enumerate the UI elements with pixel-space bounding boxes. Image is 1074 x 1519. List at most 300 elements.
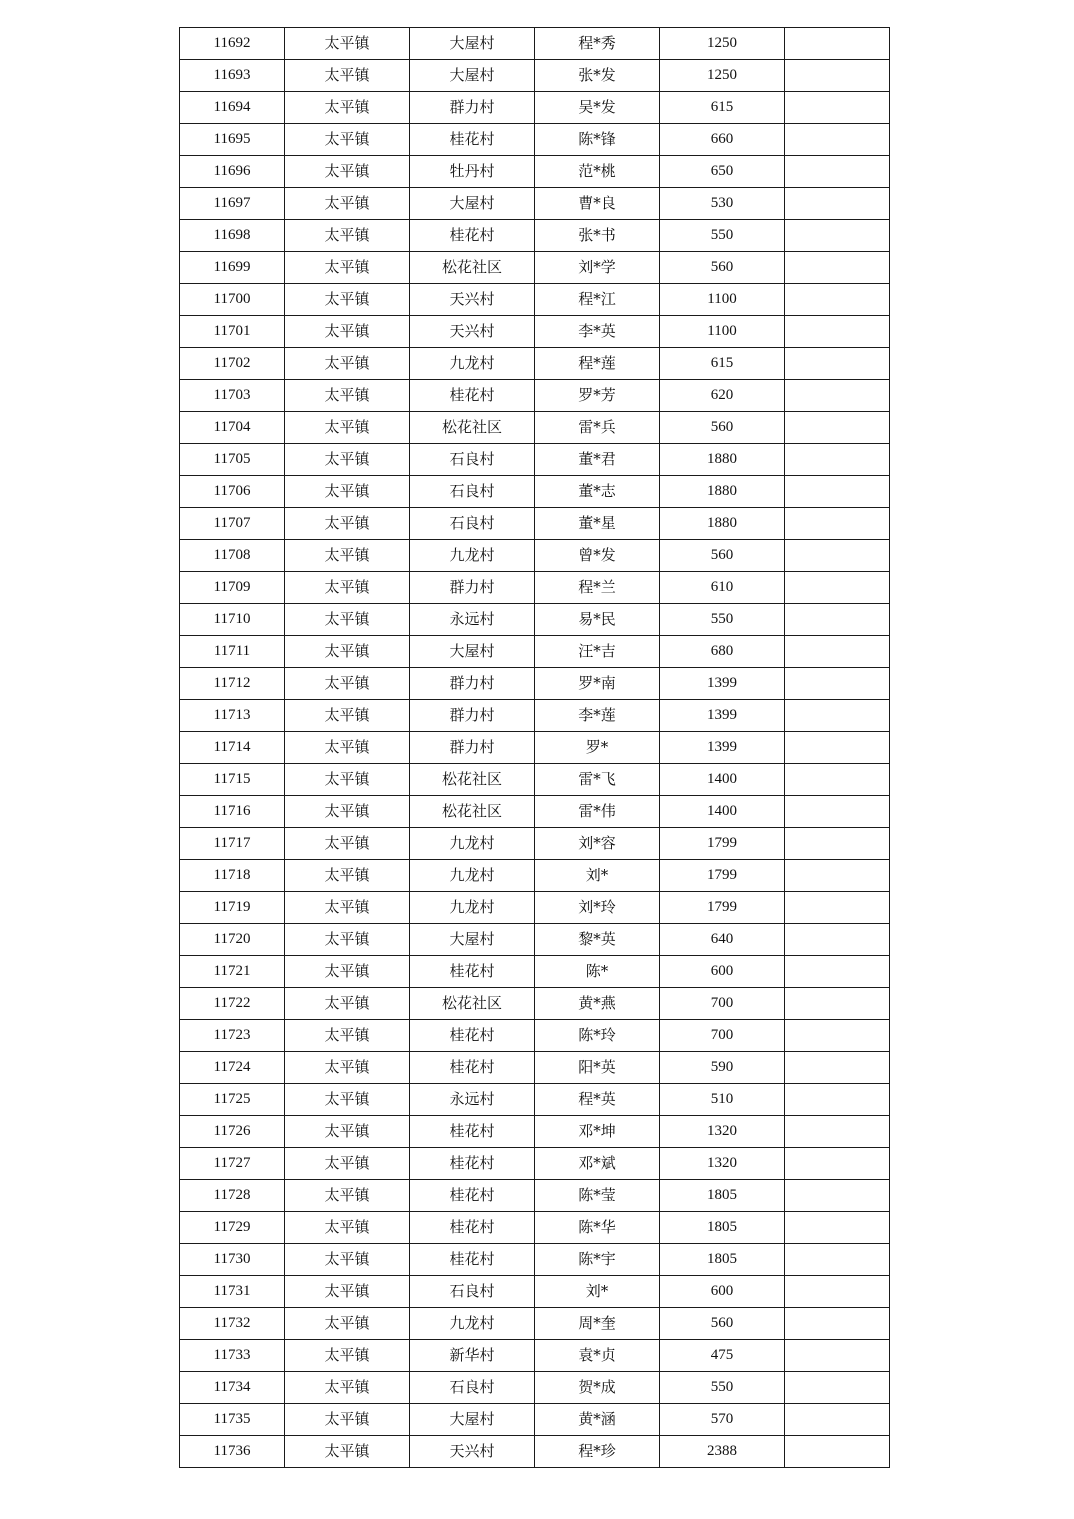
cell-note (785, 732, 890, 764)
cell-town: 太平镇 (285, 1340, 410, 1372)
cell-village: 石良村 (410, 476, 535, 508)
cell-person-name: 汪*吉 (535, 636, 660, 668)
cell-serial-number: 11717 (180, 828, 285, 860)
cell-person-name: 陈*华 (535, 1212, 660, 1244)
cell-village: 天兴村 (410, 1436, 535, 1468)
cell-town: 太平镇 (285, 572, 410, 604)
cell-town: 太平镇 (285, 444, 410, 476)
table-row (180, 1212, 890, 1244)
cell-town: 太平镇 (285, 92, 410, 124)
table-row (180, 796, 890, 828)
cell-person-name: 刘*玲 (535, 892, 660, 924)
cell-amount: 530 (660, 188, 785, 220)
cell-note (785, 828, 890, 860)
table-row (180, 1244, 890, 1276)
table-row (180, 1180, 890, 1212)
cell-town: 太平镇 (285, 1212, 410, 1244)
cell-village: 大屋村 (410, 636, 535, 668)
cell-village: 群力村 (410, 572, 535, 604)
cell-person-name: 黄*涵 (535, 1404, 660, 1436)
cell-note (785, 572, 890, 604)
cell-person-name: 周*奎 (535, 1308, 660, 1340)
cell-note (785, 924, 890, 956)
cell-person-name: 董*君 (535, 444, 660, 476)
cell-person-name: 张*发 (535, 60, 660, 92)
cell-village: 九龙村 (410, 828, 535, 860)
cell-village: 九龙村 (410, 540, 535, 572)
cell-amount: 570 (660, 1404, 785, 1436)
cell-amount: 1805 (660, 1212, 785, 1244)
cell-note (785, 604, 890, 636)
cell-town: 太平镇 (285, 828, 410, 860)
cell-amount: 1399 (660, 700, 785, 732)
cell-village: 九龙村 (410, 860, 535, 892)
cell-amount: 550 (660, 220, 785, 252)
cell-village: 桂花村 (410, 124, 535, 156)
cell-serial-number: 11696 (180, 156, 285, 188)
cell-town: 太平镇 (285, 284, 410, 316)
table-row (180, 508, 890, 540)
cell-village: 桂花村 (410, 1180, 535, 1212)
cell-serial-number: 11720 (180, 924, 285, 956)
cell-village: 桂花村 (410, 1052, 535, 1084)
cell-amount: 1880 (660, 444, 785, 476)
table-row (180, 1116, 890, 1148)
cell-note (785, 764, 890, 796)
cell-village: 松花社区 (410, 764, 535, 796)
cell-amount: 1399 (660, 668, 785, 700)
table-row (180, 60, 890, 92)
cell-amount: 1400 (660, 796, 785, 828)
cell-town: 太平镇 (285, 700, 410, 732)
cell-town: 太平镇 (285, 476, 410, 508)
cell-serial-number: 11694 (180, 92, 285, 124)
cell-village: 石良村 (410, 1276, 535, 1308)
cell-person-name: 刘* (535, 1276, 660, 1308)
table-row (180, 1436, 890, 1468)
cell-person-name: 黄*燕 (535, 988, 660, 1020)
cell-serial-number: 11729 (180, 1212, 285, 1244)
cell-note (785, 444, 890, 476)
cell-amount: 600 (660, 956, 785, 988)
cell-village: 石良村 (410, 444, 535, 476)
table-row (180, 892, 890, 924)
cell-village: 九龙村 (410, 348, 535, 380)
cell-amount: 2388 (660, 1436, 785, 1468)
cell-person-name: 雷*飞 (535, 764, 660, 796)
cell-person-name: 李*英 (535, 316, 660, 348)
cell-amount: 1320 (660, 1116, 785, 1148)
cell-serial-number: 11723 (180, 1020, 285, 1052)
cell-village: 九龙村 (410, 892, 535, 924)
cell-note (785, 220, 890, 252)
cell-village: 群力村 (410, 668, 535, 700)
cell-town: 太平镇 (285, 380, 410, 412)
cell-note (785, 188, 890, 220)
cell-note (785, 1404, 890, 1436)
cell-note (785, 1372, 890, 1404)
cell-town: 太平镇 (285, 1020, 410, 1052)
cell-village: 大屋村 (410, 1404, 535, 1436)
cell-town: 太平镇 (285, 1276, 410, 1308)
cell-village: 桂花村 (410, 1020, 535, 1052)
cell-person-name: 罗*芳 (535, 380, 660, 412)
data-table (179, 27, 890, 1468)
cell-serial-number: 11704 (180, 412, 285, 444)
cell-town: 太平镇 (285, 1084, 410, 1116)
cell-amount: 560 (660, 252, 785, 284)
table-row (180, 1404, 890, 1436)
cell-village: 大屋村 (410, 924, 535, 956)
cell-amount: 550 (660, 1372, 785, 1404)
cell-village: 群力村 (410, 732, 535, 764)
cell-note (785, 28, 890, 60)
cell-village: 永远村 (410, 1084, 535, 1116)
cell-note (785, 1276, 890, 1308)
cell-serial-number: 11728 (180, 1180, 285, 1212)
table-row (180, 156, 890, 188)
cell-note (785, 316, 890, 348)
cell-person-name: 程*莲 (535, 348, 660, 380)
cell-town: 太平镇 (285, 732, 410, 764)
cell-village: 桂花村 (410, 380, 535, 412)
cell-village: 石良村 (410, 1372, 535, 1404)
cell-person-name: 程*江 (535, 284, 660, 316)
cell-amount: 1100 (660, 316, 785, 348)
cell-serial-number: 11698 (180, 220, 285, 252)
cell-serial-number: 11695 (180, 124, 285, 156)
cell-town: 太平镇 (285, 764, 410, 796)
table-row (180, 636, 890, 668)
cell-village: 松花社区 (410, 796, 535, 828)
cell-serial-number: 11722 (180, 988, 285, 1020)
cell-village: 九龙村 (410, 1308, 535, 1340)
cell-serial-number: 11718 (180, 860, 285, 892)
cell-amount: 560 (660, 540, 785, 572)
cell-note (785, 348, 890, 380)
cell-town: 太平镇 (285, 60, 410, 92)
cell-person-name: 雷*伟 (535, 796, 660, 828)
table-row (180, 1084, 890, 1116)
cell-note (785, 1436, 890, 1468)
cell-serial-number: 11732 (180, 1308, 285, 1340)
table-row (180, 1276, 890, 1308)
table-row (180, 828, 890, 860)
cell-serial-number: 11713 (180, 700, 285, 732)
table-row (180, 572, 890, 604)
cell-person-name: 陈*锋 (535, 124, 660, 156)
cell-serial-number: 11736 (180, 1436, 285, 1468)
cell-town: 太平镇 (285, 412, 410, 444)
cell-amount: 640 (660, 924, 785, 956)
cell-town: 太平镇 (285, 348, 410, 380)
cell-village: 桂花村 (410, 1212, 535, 1244)
cell-note (785, 1308, 890, 1340)
table-row (180, 412, 890, 444)
cell-person-name: 邓*斌 (535, 1148, 660, 1180)
table-row (180, 348, 890, 380)
cell-amount: 550 (660, 604, 785, 636)
cell-serial-number: 11721 (180, 956, 285, 988)
cell-serial-number: 11706 (180, 476, 285, 508)
cell-town: 太平镇 (285, 860, 410, 892)
cell-amount: 620 (660, 380, 785, 412)
cell-amount: 590 (660, 1052, 785, 1084)
cell-serial-number: 11735 (180, 1404, 285, 1436)
table-row (180, 860, 890, 892)
cell-person-name: 罗*南 (535, 668, 660, 700)
cell-person-name: 袁*贞 (535, 1340, 660, 1372)
table-row (180, 1148, 890, 1180)
cell-person-name: 范*桃 (535, 156, 660, 188)
cell-amount: 1400 (660, 764, 785, 796)
cell-serial-number: 11725 (180, 1084, 285, 1116)
cell-village: 桂花村 (410, 1116, 535, 1148)
table-row (180, 988, 890, 1020)
cell-serial-number: 11711 (180, 636, 285, 668)
cell-village: 群力村 (410, 92, 535, 124)
cell-village: 天兴村 (410, 316, 535, 348)
table-row (180, 1340, 890, 1372)
cell-note (785, 860, 890, 892)
cell-amount: 475 (660, 1340, 785, 1372)
cell-village: 松花社区 (410, 252, 535, 284)
cell-serial-number: 11705 (180, 444, 285, 476)
cell-town: 太平镇 (285, 956, 410, 988)
cell-village: 桂花村 (410, 1244, 535, 1276)
cell-town: 太平镇 (285, 1244, 410, 1276)
cell-person-name: 陈*莹 (535, 1180, 660, 1212)
table-row (180, 1372, 890, 1404)
cell-amount: 1799 (660, 892, 785, 924)
table-row (180, 380, 890, 412)
cell-note (785, 1020, 890, 1052)
cell-village: 石良村 (410, 508, 535, 540)
table-row (180, 700, 890, 732)
cell-serial-number: 11726 (180, 1116, 285, 1148)
cell-amount: 660 (660, 124, 785, 156)
cell-note (785, 380, 890, 412)
table-body (180, 28, 890, 1468)
cell-amount: 700 (660, 988, 785, 1020)
cell-amount: 700 (660, 1020, 785, 1052)
cell-village: 桂花村 (410, 1148, 535, 1180)
cell-note (785, 1084, 890, 1116)
cell-town: 太平镇 (285, 604, 410, 636)
table-row (180, 668, 890, 700)
cell-person-name: 董*志 (535, 476, 660, 508)
table-row (180, 124, 890, 156)
cell-person-name: 张*书 (535, 220, 660, 252)
table-row (180, 732, 890, 764)
cell-person-name: 吴*发 (535, 92, 660, 124)
table-row (180, 764, 890, 796)
cell-person-name: 阳*英 (535, 1052, 660, 1084)
table-row (180, 924, 890, 956)
cell-note (785, 412, 890, 444)
cell-person-name: 程*英 (535, 1084, 660, 1116)
table-row (180, 540, 890, 572)
cell-serial-number: 11712 (180, 668, 285, 700)
cell-amount: 610 (660, 572, 785, 604)
cell-note (785, 796, 890, 828)
cell-note (785, 668, 890, 700)
cell-village: 松花社区 (410, 412, 535, 444)
cell-village: 天兴村 (410, 284, 535, 316)
cell-note (785, 156, 890, 188)
cell-town: 太平镇 (285, 1308, 410, 1340)
cell-note (785, 956, 890, 988)
cell-village: 大屋村 (410, 28, 535, 60)
cell-village: 桂花村 (410, 956, 535, 988)
cell-amount: 1250 (660, 28, 785, 60)
cell-amount: 1399 (660, 732, 785, 764)
cell-person-name: 刘*学 (535, 252, 660, 284)
cell-amount: 1100 (660, 284, 785, 316)
cell-person-name: 罗* (535, 732, 660, 764)
cell-town: 太平镇 (285, 1372, 410, 1404)
cell-town: 太平镇 (285, 636, 410, 668)
cell-village: 牡丹村 (410, 156, 535, 188)
table-row (180, 1052, 890, 1084)
cell-amount: 1799 (660, 860, 785, 892)
cell-note (785, 1244, 890, 1276)
cell-village: 松花社区 (410, 988, 535, 1020)
cell-amount: 1799 (660, 828, 785, 860)
cell-village: 新华村 (410, 1340, 535, 1372)
cell-person-name: 程*秀 (535, 28, 660, 60)
cell-village: 大屋村 (410, 60, 535, 92)
cell-person-name: 董*星 (535, 508, 660, 540)
cell-town: 太平镇 (285, 540, 410, 572)
cell-amount: 1320 (660, 1148, 785, 1180)
cell-note (785, 540, 890, 572)
cell-note (785, 988, 890, 1020)
cell-note (785, 284, 890, 316)
table-row (180, 28, 890, 60)
cell-town: 太平镇 (285, 668, 410, 700)
cell-serial-number: 11724 (180, 1052, 285, 1084)
cell-serial-number: 11703 (180, 380, 285, 412)
cell-serial-number: 11730 (180, 1244, 285, 1276)
cell-town: 太平镇 (285, 924, 410, 956)
table-row (180, 444, 890, 476)
cell-amount: 615 (660, 92, 785, 124)
cell-town: 太平镇 (285, 156, 410, 188)
cell-note (785, 1148, 890, 1180)
cell-person-name: 贺*成 (535, 1372, 660, 1404)
cell-amount: 1880 (660, 476, 785, 508)
cell-town: 太平镇 (285, 892, 410, 924)
cell-person-name: 曹*良 (535, 188, 660, 220)
cell-town: 太平镇 (285, 796, 410, 828)
cell-amount: 510 (660, 1084, 785, 1116)
cell-amount: 650 (660, 156, 785, 188)
cell-serial-number: 11707 (180, 508, 285, 540)
table-row (180, 252, 890, 284)
cell-serial-number: 11731 (180, 1276, 285, 1308)
cell-serial-number: 11716 (180, 796, 285, 828)
cell-person-name: 程*兰 (535, 572, 660, 604)
cell-serial-number: 11702 (180, 348, 285, 380)
cell-town: 太平镇 (285, 220, 410, 252)
cell-amount: 1250 (660, 60, 785, 92)
cell-note (785, 700, 890, 732)
cell-village: 群力村 (410, 700, 535, 732)
cell-amount: 680 (660, 636, 785, 668)
cell-serial-number: 11710 (180, 604, 285, 636)
cell-village: 永远村 (410, 604, 535, 636)
cell-serial-number: 11700 (180, 284, 285, 316)
cell-town: 太平镇 (285, 988, 410, 1020)
table-row (180, 604, 890, 636)
cell-serial-number: 11719 (180, 892, 285, 924)
cell-town: 太平镇 (285, 1436, 410, 1468)
table-row (180, 92, 890, 124)
cell-note (785, 252, 890, 284)
cell-town: 太平镇 (285, 1404, 410, 1436)
cell-serial-number: 11727 (180, 1148, 285, 1180)
cell-note (785, 1180, 890, 1212)
cell-person-name: 曾*发 (535, 540, 660, 572)
cell-note (785, 1052, 890, 1084)
cell-person-name: 陈* (535, 956, 660, 988)
cell-amount: 1880 (660, 508, 785, 540)
cell-village: 大屋村 (410, 188, 535, 220)
cell-person-name: 易*民 (535, 604, 660, 636)
table-row (180, 1020, 890, 1052)
cell-serial-number: 11709 (180, 572, 285, 604)
cell-amount: 1805 (660, 1180, 785, 1212)
cell-serial-number: 11693 (180, 60, 285, 92)
cell-person-name: 黎*英 (535, 924, 660, 956)
cell-town: 太平镇 (285, 252, 410, 284)
cell-town: 太平镇 (285, 1052, 410, 1084)
cell-town: 太平镇 (285, 1116, 410, 1148)
cell-person-name: 李*莲 (535, 700, 660, 732)
cell-note (785, 124, 890, 156)
cell-note (785, 1116, 890, 1148)
cell-town: 太平镇 (285, 124, 410, 156)
table-row (180, 476, 890, 508)
cell-note (785, 92, 890, 124)
cell-serial-number: 11697 (180, 188, 285, 220)
cell-village: 桂花村 (410, 220, 535, 252)
cell-serial-number: 11734 (180, 1372, 285, 1404)
table-row (180, 316, 890, 348)
cell-note (785, 892, 890, 924)
cell-note (785, 1340, 890, 1372)
cell-serial-number: 11714 (180, 732, 285, 764)
cell-amount: 560 (660, 412, 785, 444)
cell-serial-number: 11701 (180, 316, 285, 348)
cell-note (785, 476, 890, 508)
cell-amount: 560 (660, 1308, 785, 1340)
cell-note (785, 636, 890, 668)
cell-town: 太平镇 (285, 1180, 410, 1212)
cell-town: 太平镇 (285, 316, 410, 348)
table-row (180, 1308, 890, 1340)
cell-note (785, 508, 890, 540)
cell-note (785, 60, 890, 92)
cell-note (785, 1212, 890, 1244)
cell-serial-number: 11699 (180, 252, 285, 284)
cell-person-name: 刘* (535, 860, 660, 892)
cell-amount: 615 (660, 348, 785, 380)
cell-town: 太平镇 (285, 188, 410, 220)
cell-person-name: 刘*容 (535, 828, 660, 860)
cell-person-name: 陈*宇 (535, 1244, 660, 1276)
